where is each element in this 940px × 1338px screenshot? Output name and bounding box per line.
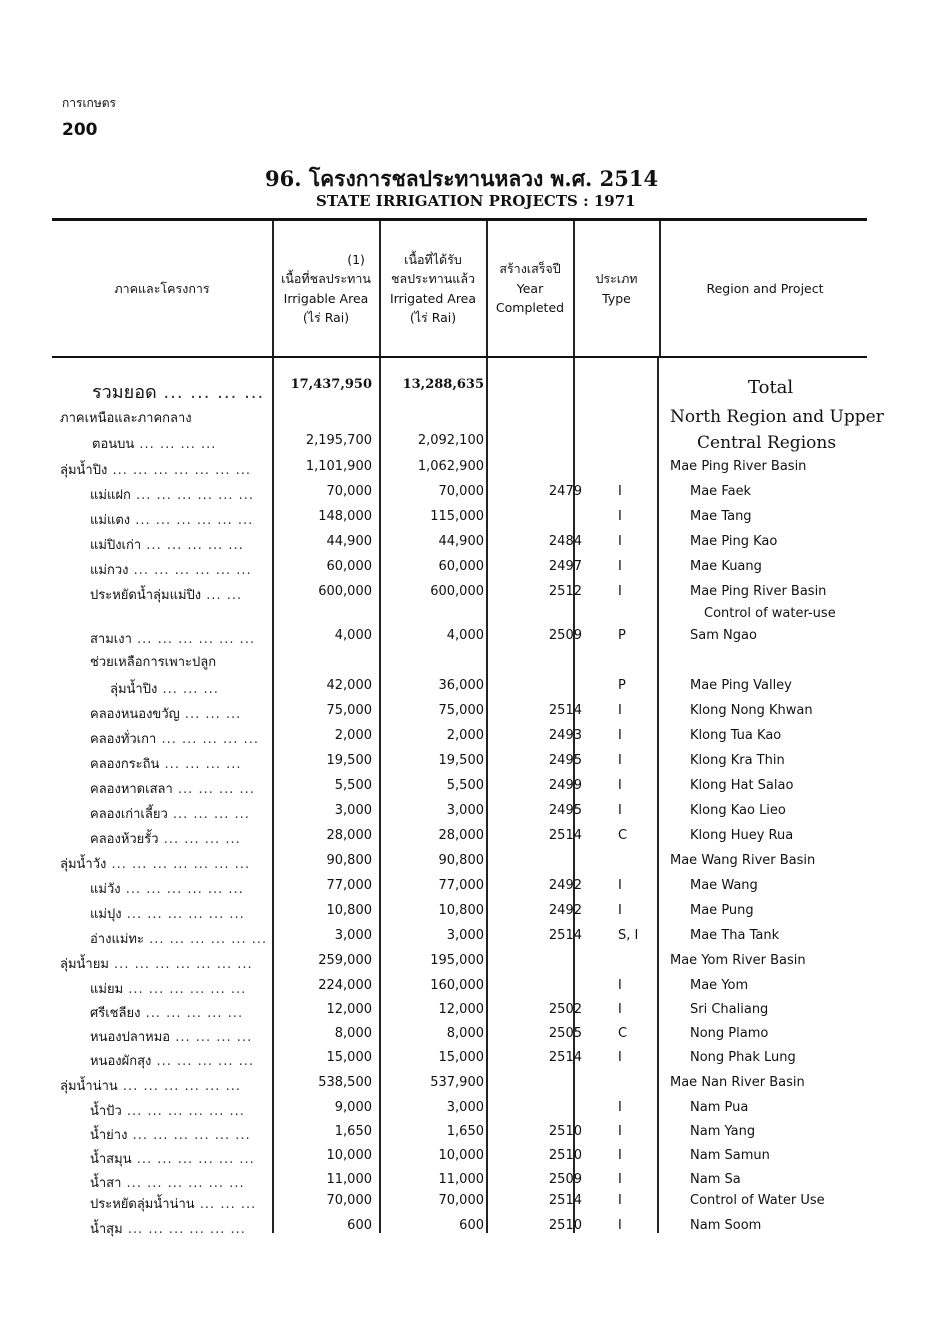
header-region-english: Region and Project <box>706 280 824 296</box>
cell-irrigable-area: 148,000 <box>318 509 372 524</box>
cell-type: I <box>618 584 622 599</box>
cell-irrigated-area: 600,000 <box>430 584 484 599</box>
cell-irrigated-area: 70,000 <box>438 484 484 499</box>
cell-english-name: Mae Yom River Basin <box>670 953 806 968</box>
cell-thai-name: แม่ปุง ... ... ... ... ... ... <box>90 907 245 922</box>
cell-english-name: Nam Samun <box>690 1148 770 1163</box>
cell-year-completed: 2502 <box>548 1002 582 1017</box>
cell-thai-name: ลุ่มน้ำวัง ... ... ... ... ... ... ... <box>60 857 251 872</box>
cell-irrigated-area: 2,092,100 <box>417 433 484 448</box>
cell-irrigated-area: 160,000 <box>430 978 484 993</box>
cell-thai-name: น้ำย่าง ... ... ... ... ... ... <box>90 1128 251 1143</box>
cell-irrigable-area: 77,000 <box>326 878 372 893</box>
cell-irrigated-area: 13,288,635 <box>402 377 484 392</box>
cell-english-name: Nam Soom <box>690 1218 762 1233</box>
table-row <box>52 803 872 823</box>
cell-irrigable-area: 60,000 <box>326 559 372 574</box>
header-irrigated-area: เนื้อที่ได้รับ ชลประทานแล้ว Irrigated Area (ไร่ Rai) <box>389 251 477 325</box>
cell-year-completed: 2484 <box>548 534 582 549</box>
cell-english-name: Control of Water Use <box>690 1193 825 1208</box>
cell-irrigable-area: 44,900 <box>326 534 372 549</box>
cell-irrigated-area: 10,800 <box>438 903 484 918</box>
cell-year-completed: 2492 <box>548 878 582 893</box>
cell-type: I <box>618 559 622 574</box>
cell-english-name: Nong Plamo <box>690 1026 769 1041</box>
cell-irrigable-area: 12,000 <box>326 1002 372 1017</box>
cell-thai-name: คลองหนองขวัญ ... ... ... <box>90 707 242 722</box>
cell-english-name: Klong Nong Khwan <box>690 703 813 718</box>
cell-irrigable-area: 70,000 <box>326 484 372 499</box>
table-row <box>52 433 872 453</box>
cell-thai-name: รวมยอด ... ... ... ... <box>92 382 265 403</box>
table-row <box>52 928 872 948</box>
table-row <box>52 534 872 554</box>
cell-english-name: Mae Tha Tank <box>690 928 780 943</box>
cell-irrigable-area: 10,800 <box>326 903 372 918</box>
cell-english-name: Mae Wang River Basin <box>670 853 816 868</box>
cell-type: C <box>618 828 628 843</box>
cell-irrigable-area: 11,000 <box>326 1172 372 1187</box>
table-row <box>52 407 884 427</box>
table-row <box>52 377 872 403</box>
cell-irrigated-area: 77,000 <box>438 878 484 893</box>
cell-thai-name: น้ำสมุน ... ... ... ... ... ... <box>90 1152 255 1167</box>
cell-thai-name: อ่างแม่ทะ ... ... ... ... ... ... <box>90 932 268 947</box>
cell-type: S, I <box>618 928 639 943</box>
cell-irrigated-area: 15,000 <box>438 1050 484 1065</box>
cell-english-name: Mae Pung <box>690 903 754 918</box>
table-row <box>52 703 872 723</box>
cell-irrigated-area: 70,000 <box>438 1193 484 1208</box>
cell-irrigated-area: 75,000 <box>438 703 484 718</box>
cell-irrigable-area: 538,500 <box>318 1075 372 1090</box>
table-row <box>52 651 872 671</box>
cell-english-name: Mae Ping River Basin <box>690 584 827 599</box>
cell-irrigable-area: 600 <box>347 1218 372 1233</box>
cell-thai-name: ช่วยเหลือการเพาะปลูก <box>90 655 217 670</box>
cell-thai-name: แม่กวง ... ... ... ... ... ... <box>90 563 252 578</box>
cell-type: C <box>618 1026 628 1041</box>
cell-thai-name: หนองปลาหมอ ... ... ... ... <box>90 1030 253 1045</box>
table-row <box>52 853 872 873</box>
cell-year-completed: 2495 <box>548 753 582 768</box>
cell-thai-name: แม่ปิงเก่า ... ... ... ... ... <box>90 538 244 553</box>
cell-english-name: Sam Ngao <box>690 628 757 643</box>
cell-year-completed: 2495 <box>548 803 582 818</box>
cell-irrigated-area: 36,000 <box>438 678 484 693</box>
cell-irrigable-area: 90,800 <box>326 853 372 868</box>
cell-irrigable-area: 15,000 <box>326 1050 372 1065</box>
cell-english-name: Klong Kra Thin <box>690 753 785 768</box>
page-number: 200 <box>62 120 98 140</box>
cell-thai-name: ลุ่มน้ำยม ... ... ... ... ... ... ... <box>60 957 253 972</box>
cell-irrigable-area: 9,000 <box>334 1100 372 1115</box>
cell-year-completed: 2492 <box>548 903 582 918</box>
cell-thai-name: คลองทั่วเกา ... ... ... ... ... <box>90 732 259 747</box>
cell-english-name: Mae Nan River Basin <box>670 1075 805 1090</box>
cell-irrigated-area: 90,800 <box>438 853 484 868</box>
table-row <box>52 1002 872 1022</box>
cell-type: I <box>618 509 622 524</box>
cell-english-name: Central Regions <box>697 433 837 453</box>
cell-thai-name: ศรีเชลียง ... ... ... ... ... <box>90 1006 244 1021</box>
cell-thai-name: น้ำสุม ... ... ... ... ... ... <box>90 1222 246 1237</box>
cell-irrigable-area: 17,437,950 <box>290 377 372 392</box>
cell-thai-name: คลองห้วยรั้ว ... ... ... ... <box>90 832 241 847</box>
table-row <box>52 1026 872 1046</box>
cell-irrigated-area: 195,000 <box>430 953 484 968</box>
cell-thai-name: คลองกระถิน ... ... ... ... <box>90 757 242 772</box>
cell-irrigable-area: 224,000 <box>318 978 372 993</box>
table-row <box>52 753 872 773</box>
table-row <box>52 1100 872 1120</box>
table-row <box>52 484 872 504</box>
cell-year-completed: 2514 <box>548 1193 582 1208</box>
cell-english-name: Klong Tua Kao <box>690 728 782 743</box>
cell-english-name: Nam Pua <box>690 1100 749 1115</box>
table-row <box>52 509 872 529</box>
cell-english-name: Mae Tang <box>690 509 752 524</box>
table-row <box>52 1050 872 1070</box>
cell-type: I <box>618 978 622 993</box>
cell-english-name: Mae Faek <box>690 484 752 499</box>
table-row <box>52 778 872 798</box>
cell-thai-name: แม่แตง ... ... ... ... ... ... <box>90 513 254 528</box>
section-name: การเกษตร <box>62 96 116 110</box>
cell-thai-name: แม่วัง ... ... ... ... ... ... <box>90 882 244 897</box>
cell-year-completed: 2505 <box>548 1026 582 1041</box>
cell-type: I <box>618 778 622 793</box>
cell-type: I <box>618 484 622 499</box>
cell-irrigable-area: 75,000 <box>326 703 372 718</box>
cell-thai-name: น้ำปัว ... ... ... ... ... ... <box>90 1104 245 1119</box>
cell-english-name: Mae Ping Valley <box>690 678 792 693</box>
cell-year-completed: 2514 <box>548 703 582 718</box>
cell-english-name: Mae Ping River Basin <box>670 459 807 474</box>
cell-type: I <box>618 1218 622 1233</box>
cell-irrigated-area: 3,000 <box>446 803 484 818</box>
cell-thai-name: ลุ่มน้ำปิง ... ... ... ... ... ... ... <box>60 463 252 478</box>
table-row <box>52 1193 872 1213</box>
cell-thai-name: แม่แฝก ... ... ... ... ... ... <box>90 488 255 503</box>
cell-year-completed: 2510 <box>548 1148 582 1163</box>
cell-english-name: Klong Huey Rua <box>690 828 794 843</box>
cell-irrigated-area: 5,500 <box>446 778 484 793</box>
cell-irrigated-area: 3,000 <box>446 928 484 943</box>
cell-year-completed: 2509 <box>548 628 582 643</box>
table-row <box>52 1172 872 1192</box>
cell-english-name: North Region and Upper <box>670 407 884 427</box>
cell-irrigable-area: 28,000 <box>326 828 372 843</box>
cell-irrigable-area: 259,000 <box>318 953 372 968</box>
cell-english-name: Nam Sa <box>690 1172 741 1187</box>
cell-type: I <box>618 1124 622 1139</box>
cell-english-name: Mae Ping Kao <box>690 534 778 549</box>
cell-irrigated-area: 2,000 <box>446 728 484 743</box>
cell-type: I <box>618 1050 622 1065</box>
table-row <box>52 1075 872 1095</box>
table-row <box>52 728 872 748</box>
cell-thai-name: ภาคเหนือและภาคกลาง <box>60 411 192 426</box>
cell-year-completed: 2499 <box>548 778 582 793</box>
header-region-thai: ภาคและโครงการ <box>114 280 210 296</box>
cell-irrigated-area: 19,500 <box>438 753 484 768</box>
table-row <box>52 978 872 998</box>
cell-english-name: Mae Kuang <box>690 559 762 574</box>
header-type: ประเภท Type <box>595 271 638 306</box>
cell-irrigated-area: 8,000 <box>446 1026 484 1041</box>
table-title-thai: 96. โครงการชลประทานหลวง พ.ศ. 2514 <box>265 166 659 191</box>
cell-thai-name: น้ำสา ... ... ... ... ... ... <box>90 1176 245 1191</box>
table-row <box>52 678 872 698</box>
table-row <box>52 459 872 479</box>
cell-year-completed: 2479 <box>548 484 582 499</box>
cell-irrigable-area: 600,000 <box>318 584 372 599</box>
cell-type: I <box>618 803 622 818</box>
cell-type: I <box>618 1148 622 1163</box>
cell-irrigable-area: 2,195,700 <box>305 433 372 448</box>
cell-english-name: Nong Phak Lung <box>690 1050 796 1065</box>
cell-type: P <box>618 628 626 643</box>
cell-thai-name: แม่ยม ... ... ... ... ... ... <box>90 982 247 997</box>
cell-year-completed: 2493 <box>548 728 582 743</box>
table-row <box>52 628 872 648</box>
cell-year-completed: 2510 <box>548 1124 582 1139</box>
cell-irrigated-area: 1,062,900 <box>417 459 484 474</box>
cell-irrigable-area: 10,000 <box>326 1148 372 1163</box>
cell-english-name: Klong Kao Lieo <box>690 803 786 818</box>
cell-type: I <box>618 1100 622 1115</box>
cell-type: I <box>618 903 622 918</box>
cell-english-name: Nam Yang <box>690 1124 756 1139</box>
cell-type: I <box>618 703 622 718</box>
table-row <box>52 878 872 898</box>
cell-irrigable-area: 42,000 <box>326 678 372 693</box>
header-year-completed: สร้างเสร็จปี Year Completed <box>495 261 565 316</box>
cell-year-completed: 2497 <box>548 559 582 574</box>
table-row <box>52 559 872 579</box>
cell-type: I <box>618 534 622 549</box>
cell-irrigable-area: 2,000 <box>334 728 372 743</box>
cell-year-completed: 2512 <box>548 584 582 599</box>
cell-thai-name: สามเงา ... ... ... ... ... ... <box>90 632 256 647</box>
cell-irrigable-area: 5,500 <box>334 778 372 793</box>
cell-irrigated-area: 12,000 <box>438 1002 484 1017</box>
cell-irrigated-area: 44,900 <box>438 534 484 549</box>
cell-irrigated-area: 600 <box>459 1218 484 1233</box>
cell-thai-name: ตอนบน ... ... ... ... <box>92 437 217 452</box>
cell-thai-name: คลองเก่าเลี้ยว ... ... ... ... <box>90 807 250 822</box>
table-row <box>52 828 872 848</box>
cell-irrigated-area: 115,000 <box>430 509 484 524</box>
cell-irrigable-area: 70,000 <box>326 1193 372 1208</box>
cell-year-completed: 2514 <box>548 828 582 843</box>
cell-type: I <box>618 1172 622 1187</box>
cell-irrigable-area: 19,500 <box>326 753 372 768</box>
cell-thai-name: หนองผักสุง ... ... ... ... ... <box>90 1054 255 1069</box>
table-row <box>52 903 872 923</box>
table-row <box>52 1218 872 1238</box>
cell-type: P <box>618 678 626 693</box>
cell-irrigated-area: 60,000 <box>438 559 484 574</box>
cell-type: I <box>618 753 622 768</box>
cell-english-name: Sri Chaliang <box>690 1002 769 1017</box>
cell-irrigable-area: 4,000 <box>334 628 372 643</box>
cell-irrigated-area: 28,000 <box>438 828 484 843</box>
table-row <box>52 1124 872 1144</box>
cell-irrigable-area: 8,000 <box>334 1026 372 1041</box>
cell-irrigable-area: 1,101,900 <box>305 459 372 474</box>
cell-english-name: Mae Yom <box>690 978 749 993</box>
table-row <box>52 584 872 604</box>
cell-english-name: Klong Hat Salao <box>690 778 794 793</box>
cell-irrigated-area: 4,000 <box>446 628 484 643</box>
cell-year-completed: 2509 <box>548 1172 582 1187</box>
cell-irrigated-area: 11,000 <box>438 1172 484 1187</box>
cell-english-name: Control of water-use <box>704 606 836 621</box>
table-title-english: STATE IRRIGATION PROJECTS : 1971 <box>316 192 636 210</box>
table-row <box>52 606 872 626</box>
header-irrigable-area: (1) เนื้อที่ชลประทาน Irrigable Area (ไร่ Rai) <box>281 251 371 325</box>
cell-type: I <box>618 1193 622 1208</box>
table-row <box>52 1148 872 1168</box>
cell-english-name: Total <box>748 377 794 398</box>
cell-thai-name: ประหยัดลุ่มน้ำน่าน ... ... ... <box>90 1197 257 1212</box>
header-bottom-rule <box>52 356 867 358</box>
cell-irrigated-area: 10,000 <box>438 1148 484 1163</box>
cell-thai-name: ลุ่มน้ำปิง ... ... ... <box>110 682 219 697</box>
table-row <box>52 953 872 973</box>
cell-type: I <box>618 1002 622 1017</box>
cell-thai-name: ประหยัดน้ำลุ่มแม่ปิง ... ... <box>90 588 243 603</box>
cell-irrigable-area: 3,000 <box>334 928 372 943</box>
cell-thai-name: ลุ่มน้ำน่าน ... ... ... ... ... ... <box>60 1079 241 1094</box>
cell-year-completed: 2514 <box>548 1050 582 1065</box>
cell-thai-name: คลองหาดเสลา ... ... ... ... <box>90 782 255 797</box>
cell-irrigable-area: 3,000 <box>334 803 372 818</box>
cell-type: I <box>618 728 622 743</box>
cell-type: I <box>618 878 622 893</box>
cell-irrigated-area: 3,000 <box>446 1100 484 1115</box>
cell-year-completed: 2514 <box>548 928 582 943</box>
cell-irrigated-area: 537,900 <box>430 1075 484 1090</box>
cell-year-completed: 2510 <box>548 1218 582 1233</box>
cell-irrigable-area: 1,650 <box>334 1124 372 1139</box>
cell-english-name: Mae Wang <box>690 878 758 893</box>
cell-irrigated-area: 1,650 <box>446 1124 484 1139</box>
